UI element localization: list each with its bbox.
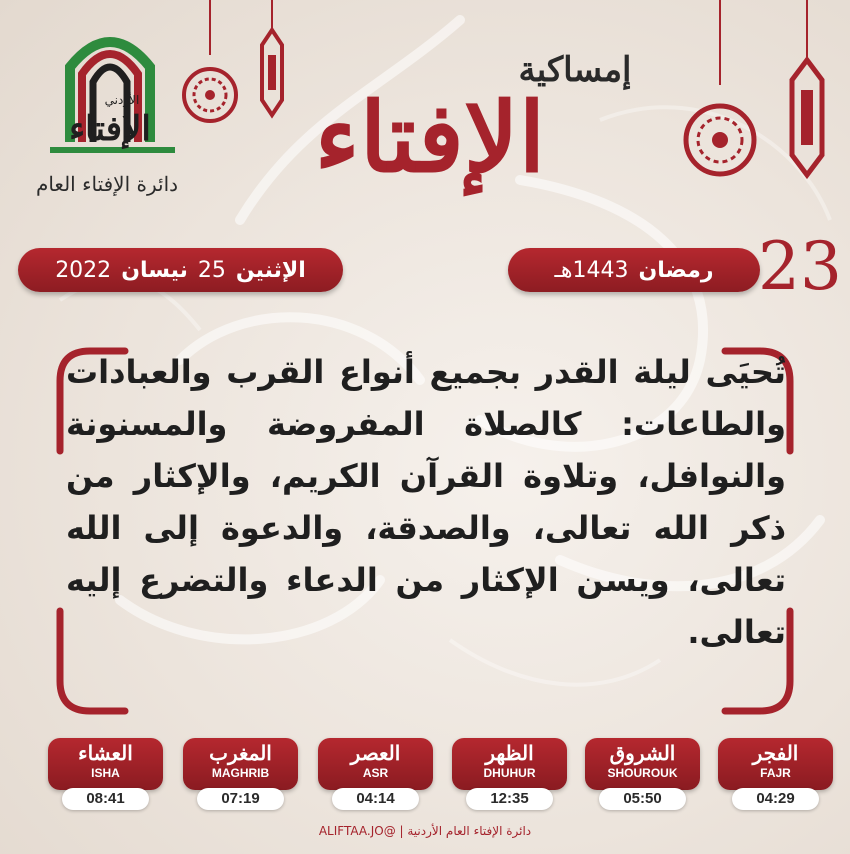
prayer-time: 07:19 (197, 788, 284, 810)
prayer-isha (48, 738, 163, 810)
prayer-time: 05:50 (599, 788, 686, 810)
prayer-label-box (183, 738, 298, 790)
logo-subtext: الأردني (104, 93, 140, 107)
logo-text: الإفتاء (69, 109, 151, 149)
prayer-name-en: ISHA (91, 766, 120, 780)
hijri-day-number: 23 (758, 228, 842, 305)
prayer-time: 08:41 (62, 788, 149, 810)
laylat-al-qadr-text: تُحيَى ليلة القدر بجميع أنواع القرب والعبادات والطاعات: كالصلاة المفروضة والمسنونة والنوافل، وتلاوة القرآن الكريم، والإكثار من ذكر الله تعالى، والصدقة، والدعوة إلى الله تعالى، ويسن الإكثار من الدعاء والتضرع إليه تعالى. (66, 353, 786, 651)
lantern-icon (680, 0, 760, 215)
gregorian-date-pill (18, 248, 343, 292)
prayer-label-box (718, 738, 833, 790)
aliftaa-title: الإفتاء (314, 81, 546, 194)
prayer-fajr (718, 738, 833, 810)
prayer-name-ar: الشروق (609, 741, 676, 765)
prayer-name-en: SHOUROUK (607, 766, 678, 780)
prayer-name-en: FAJR (760, 766, 791, 780)
prayer-time: 12:35 (466, 788, 553, 810)
lantern-icon (780, 0, 835, 185)
prayer-time: 04:29 (732, 788, 819, 810)
logo-caption: دائرة الإفتاء العام (35, 172, 179, 196)
prayer-name-ar: المغرب (209, 741, 272, 765)
gregorian-day: 25 (197, 257, 226, 283)
prayer-time: 04:14 (332, 788, 419, 810)
imsakiya-title: إمساكية (518, 50, 632, 90)
prayer-dhuhur (452, 738, 567, 810)
prayer-name-ar: الظهر (485, 741, 534, 765)
prayer-asr (318, 738, 433, 810)
lantern-icon (180, 0, 240, 150)
gregorian-month: نيسان (121, 257, 188, 283)
prayer-label-box (318, 738, 433, 790)
hijri-date-pill (508, 248, 760, 292)
prayer-name-en: DHUHUR (483, 766, 536, 780)
hijri-month: رمضان (638, 257, 714, 283)
prayer-name-ar: العصر (350, 741, 401, 765)
prayer-name-ar: العشاء (78, 741, 133, 765)
prayer-name-ar: الفجر (752, 741, 799, 765)
prayer-name-en: MAGHRIB (211, 766, 270, 780)
weekday: الإثنين (235, 257, 306, 283)
hijri-year: 1443هـ (554, 257, 629, 283)
prayer-name-en: ASR (362, 766, 389, 780)
prayer-shourouk (585, 738, 700, 810)
prayer-maghrib (183, 738, 298, 810)
prayer-label-box (48, 738, 163, 790)
prayer-label-box (452, 738, 567, 790)
prayer-label-box (585, 738, 700, 790)
gregorian-year: 2022 (55, 257, 112, 283)
footer-credit: دائرة الإفتاء العام الأردنية | @ALIFTAA.JO (318, 824, 532, 838)
